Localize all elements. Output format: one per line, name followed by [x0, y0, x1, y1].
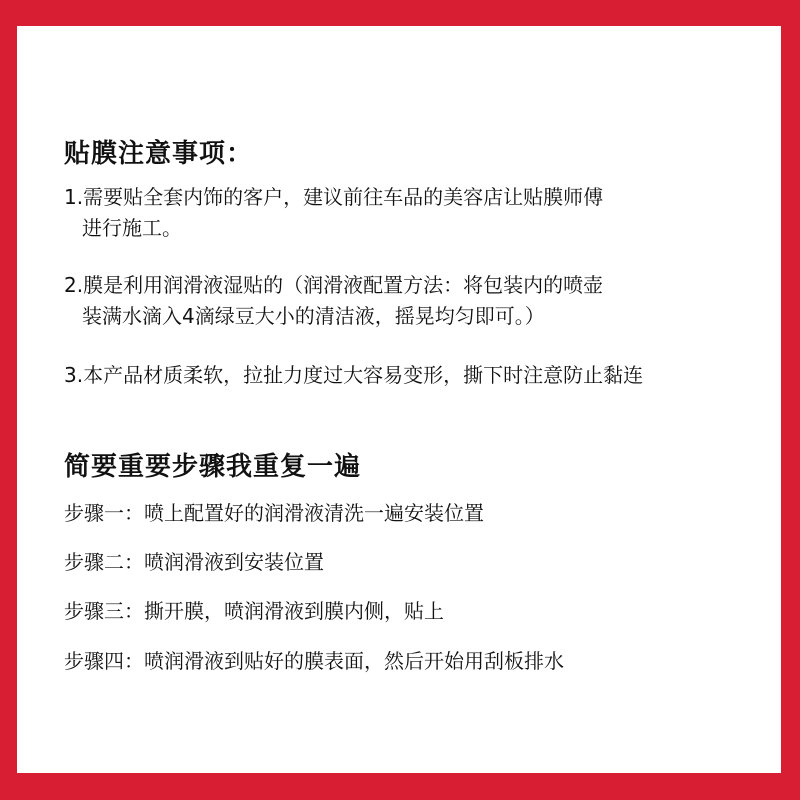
step-item-3: 步骤三：撕开膜，喷润滑液到膜内侧，贴上	[64, 599, 444, 623]
precaution-2-line-1: 2.膜是利用润滑液湿贴的（润滑液配置方法：将包装内的喷壶	[64, 273, 604, 297]
steps-title: 简要重要步骤我重复一遍	[64, 452, 362, 482]
precaution-item-1	[64, 182, 754, 244]
precaution-2-line-2: 装满水滴入4滴绿豆大小的清洁液，摇晃均匀即可。）	[82, 304, 545, 328]
precaution-1-line-2: 进行施工。	[82, 216, 182, 240]
precautions-title: 贴膜注意事项：	[64, 139, 254, 169]
step-item-2: 步骤二：喷润滑液到安装位置	[64, 550, 324, 574]
precaution-item-2	[64, 270, 754, 332]
content-panel	[17, 26, 781, 773]
precaution-1-line-1: 1.需要贴全套内饰的客户，建议前往车品的美容店让贴膜师傅	[64, 185, 604, 209]
step-item-1: 步骤一：喷上配置好的润滑液清洗一遍安装位置	[64, 501, 484, 525]
step-item-4: 步骤四：喷润滑液到贴好的膜表面，然后开始用刮板排水	[64, 649, 564, 673]
precaution-item-3	[64, 360, 754, 391]
precaution-3-line-1: 3.本产品材质柔软，拉扯力度过大容易变形，撕下时注意防止黏连	[64, 363, 644, 387]
